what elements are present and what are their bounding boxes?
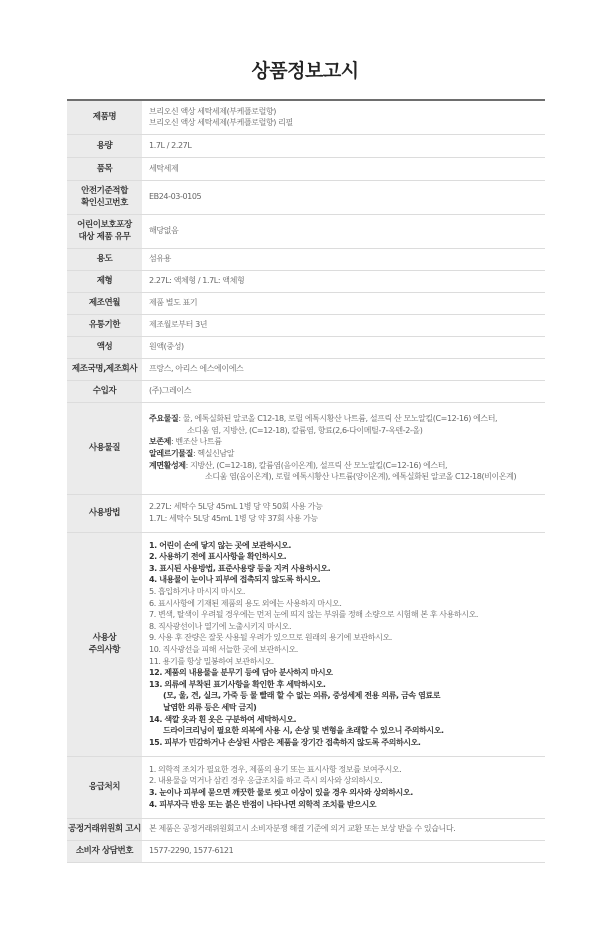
caution-line: (모, 울, 견, 실크, 가죽 등 물 빨래 할 수 없는 의류, 중성세제 전용 의류, 금속 염료로 — [163, 691, 441, 701]
row-expiry — [67, 314, 545, 336]
label-product-name: 제품명 — [67, 100, 142, 134]
row-ingredients — [67, 402, 545, 494]
row-cs — [67, 840, 545, 862]
label-caution — [67, 532, 142, 756]
row-liquid — [67, 336, 545, 358]
value-child: 해당없음 — [142, 214, 545, 248]
label-howto: 사용방법 — [67, 494, 142, 532]
caution-line: 3. 표시된 사용방법, 표준사용량 등을 지켜 사용하시오. — [149, 563, 331, 573]
value-form: 2.27L: 액체형 / 1.7L: 액체형 — [142, 270, 545, 292]
ingredient-main-key: 주요물질 — [149, 414, 179, 424]
product-name-line: 브리오신 액상 세탁세제(부케플로럴향) — [149, 106, 276, 116]
row-ftc — [67, 818, 545, 840]
caution-line: 9. 사용 후 잔량은 잘못 사용될 우려가 있으므로 원래의 용기에 보관하시오. — [149, 633, 392, 643]
row-product-name — [67, 100, 545, 134]
label-volume: 용량 — [67, 134, 142, 157]
ingredient-surfactant-text: : 지방산, (C=12-18), 칼륨염(음이온계), 설프릭 산 모노알킬(C=12-16) 에스터, — [185, 460, 448, 470]
caution-line: 10. 직사광선을 피해 서늘한 곳에 보관하시오. — [149, 645, 298, 654]
ingredient-allergen-key: 알레르기물질 — [149, 449, 193, 458]
row-importer — [67, 380, 545, 402]
row-caution — [67, 532, 545, 756]
value-safety: EB24-03-0105 — [142, 180, 545, 214]
ingredient-surfactant — [149, 460, 541, 472]
ftc-text: 본 제품은 공정거래위원회고시 소비자분쟁 해결 기준에 의거 교환 또는 보상 받을 수 있습니다. — [149, 824, 456, 834]
label-maker: 제조국명,제조회사 — [67, 358, 142, 380]
label-item: 품목 — [67, 157, 142, 180]
row-form — [67, 270, 545, 292]
caution-line: 11. 용기를 항상 밀봉하여 보관하시오. — [149, 656, 274, 666]
ingredient-allergen-text: : 헥실신남알 — [192, 449, 235, 458]
ingredient-preservative-text: : 벤조산 나트륨 — [170, 437, 222, 447]
value-maker: 프랑스, 아리스 에스에이에스 — [142, 358, 545, 380]
label-child-line: 어린이보호포장 — [77, 220, 132, 230]
value-ingredients — [142, 402, 545, 494]
label-expiry: 유통기한 — [67, 314, 142, 336]
value-caution — [142, 532, 545, 756]
page-title: 상품정보고시 — [251, 60, 359, 82]
row-howto — [67, 494, 545, 532]
ingredient-main — [149, 413, 541, 425]
label-safety-line: 안전기준적합 — [81, 186, 128, 196]
ingredient-preservative — [149, 436, 541, 448]
value-expiry: 제조월로부터 3년 — [142, 314, 545, 336]
howto-line: 2.27L: 세탁수 5L당 45mL 1병 당 약 50회 사용 가능 — [149, 502, 323, 512]
caution-line: 날염한 의류 등은 세탁 금지) — [163, 702, 257, 712]
caution-line: 6. 표시사항에 기재된 제품의 용도 외에는 사용하지 마시오. — [149, 598, 342, 608]
row-item — [67, 157, 545, 180]
caution-line: 2. 사용하기 전에 표시사항을 확인하시오. — [149, 552, 287, 562]
label-mfg-date: 제조연월 — [67, 292, 142, 314]
caution-line: 7. 변색, 탈색이 우려될 경우에는 먼저 눈에 띄지 않는 부위를 정해 소량으로 시험해 본 후 사용하시오. — [149, 610, 479, 620]
row-mfg-date — [67, 292, 545, 314]
value-product-name — [142, 100, 545, 134]
howto-line: 1.7L: 세탁수 5L당 45mL 1병 당 약 37회 사용 가능 — [149, 514, 318, 523]
row-maker — [67, 358, 545, 380]
label-caution-line: 사용상 — [92, 633, 117, 643]
row-usage — [67, 248, 545, 270]
caution-line: 13. 의류에 부착된 표기사항을 확인한 후 세탁하시오. — [149, 679, 326, 689]
label-cs: 소비자 상담번호 — [67, 840, 142, 862]
ingredient-surfactant-cont: 소디움 염(음이온계), 로릴 에톡시황산 나트륨(양이온계), 에톡실화된 알코올 C12-18(비이온계) — [205, 472, 517, 482]
caution-line: 15. 피부가 민감하거나 손상된 사람은 제품을 장기간 접촉하지 않도록 주의하시오. — [149, 737, 421, 747]
value-cs: 1577-2290, 1577-6121 — [142, 840, 545, 862]
label-usage: 용도 — [67, 248, 142, 270]
label-caution-line: 주의사항 — [88, 645, 121, 655]
firstaid-line: 2. 내용물을 먹거나 삼킨 경우 응급조치를 하고 즉시 의사와 상의하시오. — [149, 776, 383, 786]
firstaid-line: 3. 눈이나 피부에 묻으면 깨끗한 물로 씻고 이상이 있을 경우 의사와 상의하시오. — [149, 788, 413, 797]
label-ftc: 공정거래위원회 고시 — [67, 818, 142, 840]
product-info-table — [67, 99, 545, 863]
firstaid-line: 4. 피부자극 반응 또는 붉은 반점이 나타나면 의학적 조치를 받으시오 — [149, 799, 377, 809]
ingredient-main-cont: 소디움 염, 지방산, (C=12-18), 칼륨염, 향료(2,6-다이메틸-7-옥텐-2-올) — [187, 425, 423, 435]
value-firstaid — [142, 756, 545, 818]
caution-line: 4. 내용물이 눈이나 피부에 접촉되지 않도록 하시오. — [149, 575, 321, 585]
value-liquid: 원액(중성) — [142, 336, 545, 358]
label-importer: 수입자 — [67, 380, 142, 402]
value-importer: (주)그레이스 — [142, 380, 545, 402]
caution-line: 드라이크리닝이 필요한 의복에 사용 시, 손상 및 변형을 초래할 수 있으니 주의하시오. — [163, 726, 444, 736]
caution-line: 1. 어린이 손에 닿지 않는 곳에 보관하시오. — [149, 540, 292, 550]
label-liquid: 액성 — [67, 336, 142, 358]
value-volume: 1.7L / 2.27L — [142, 134, 545, 157]
ingredient-main-text: : 물, 에톡실화된 알코올 C12-18, 로릴 에톡시황산 나트륨, 설프릭 산 모노알킬(C=12-16) 에스터, — [178, 414, 498, 424]
value-howto — [142, 494, 545, 532]
caution-line: 14. 색깔 옷과 흰 옷은 구분하여 세탁하시오. — [149, 714, 297, 724]
label-form: 제형 — [67, 270, 142, 292]
caution-line: 5. 흡입하거나 마시지 마시오. — [149, 587, 246, 597]
ingredient-preservative-key: 보존제 — [149, 437, 171, 447]
row-child — [67, 214, 545, 248]
label-safety-line: 확인신고번호 — [81, 198, 128, 208]
ingredient-surfactant-key: 계면활성제 — [149, 460, 186, 470]
label-ingredients: 사용물질 — [67, 402, 142, 494]
row-volume — [67, 134, 545, 157]
label-safety — [67, 180, 142, 214]
label-firstaid: 응급처치 — [67, 756, 142, 818]
firstaid-line: 1. 의학적 조치가 필요한 경우, 제품의 용기 또는 표시사항 정보를 보여주시오. — [149, 764, 402, 774]
value-mfg-date: 제품 별도 표기 — [142, 292, 545, 314]
value-usage: 섬유용 — [142, 248, 545, 270]
label-child-line: 대상 제품 유무 — [78, 232, 131, 242]
caution-line: 12. 제품의 내용물을 분무기 등에 담아 분사하지 마시오 — [149, 668, 333, 678]
caution-line: 8. 직사광선이나 열기에 노출시키지 마시오. — [149, 621, 292, 631]
value-item: 세탁세제 — [142, 157, 545, 180]
ingredient-allergen — [149, 448, 541, 460]
product-name-line: 브리오신 액상 세탁세제(부케플로럴향) 리필 — [149, 118, 293, 128]
row-firstaid — [67, 756, 545, 818]
label-child — [67, 214, 142, 248]
value-ftc — [142, 818, 545, 840]
row-safety — [67, 180, 545, 214]
